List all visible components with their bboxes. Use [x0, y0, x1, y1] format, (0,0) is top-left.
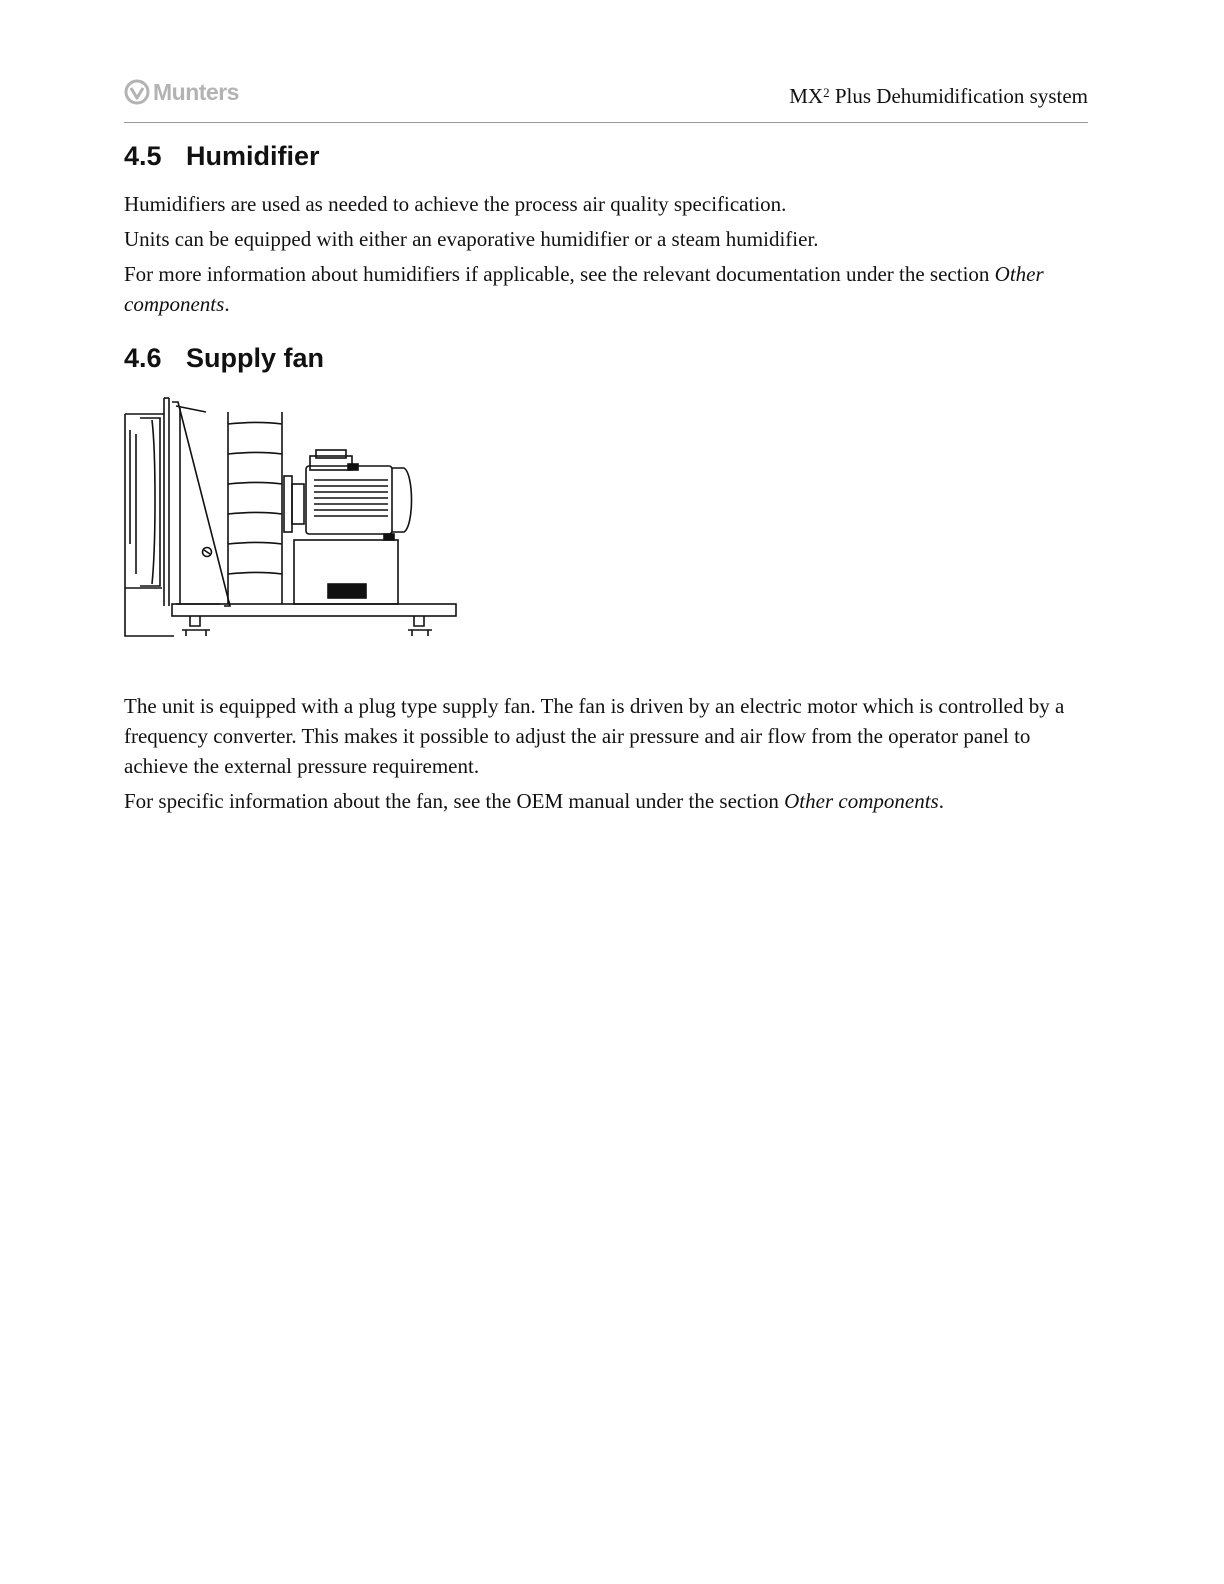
paragraph-humidifier-info [124, 259, 1074, 319]
paragraph: Units can be equipped with either an evaporative humidifier or a steam humidifier. [124, 227, 819, 251]
section-heading-humidifier [124, 141, 320, 172]
page-header [124, 74, 1088, 123]
section-heading-supply-fan [124, 343, 324, 374]
paragraph-supply-fan-description: The unit is equipped with a plug type supply fan. The fan is driven by an electric motor which is controlled by a frequency converter. This makes it possible to adjust the air pressure and air flow from the operator panel to achieve the external pressure requirement. [124, 694, 1065, 778]
paragraph-text: For specific information about the fan, see the OEM manual under the section [124, 789, 785, 813]
cross-reference: Other components [784, 789, 939, 813]
paragraph-end: . [938, 789, 944, 813]
supply-fan-illustration [122, 394, 462, 644]
title-rest: Plus Dehumidification system [829, 84, 1088, 108]
paragraph-fan-info [124, 786, 1074, 816]
paragraph-text: For more information about humidifiers if applicable, see the relevant documentation under the section [124, 262, 995, 286]
logo-text: Munters [153, 78, 239, 105]
munters-logo [124, 78, 239, 106]
title-superscript: 2 [823, 85, 830, 100]
paragraph: Humidifiers are used as needed to achieve the process air quality specification. [124, 192, 787, 216]
section-number: 4.6 [124, 343, 162, 373]
cross-reference: Other components [124, 262, 1044, 316]
section-title: Supply fan [186, 343, 325, 373]
section-title: Humidifier [186, 141, 320, 171]
munters-logo-icon [124, 79, 150, 105]
paragraph-end: . [224, 292, 230, 316]
section-number: 4.5 [124, 141, 162, 171]
title-main: MX [789, 84, 824, 108]
document-title [789, 84, 1088, 109]
